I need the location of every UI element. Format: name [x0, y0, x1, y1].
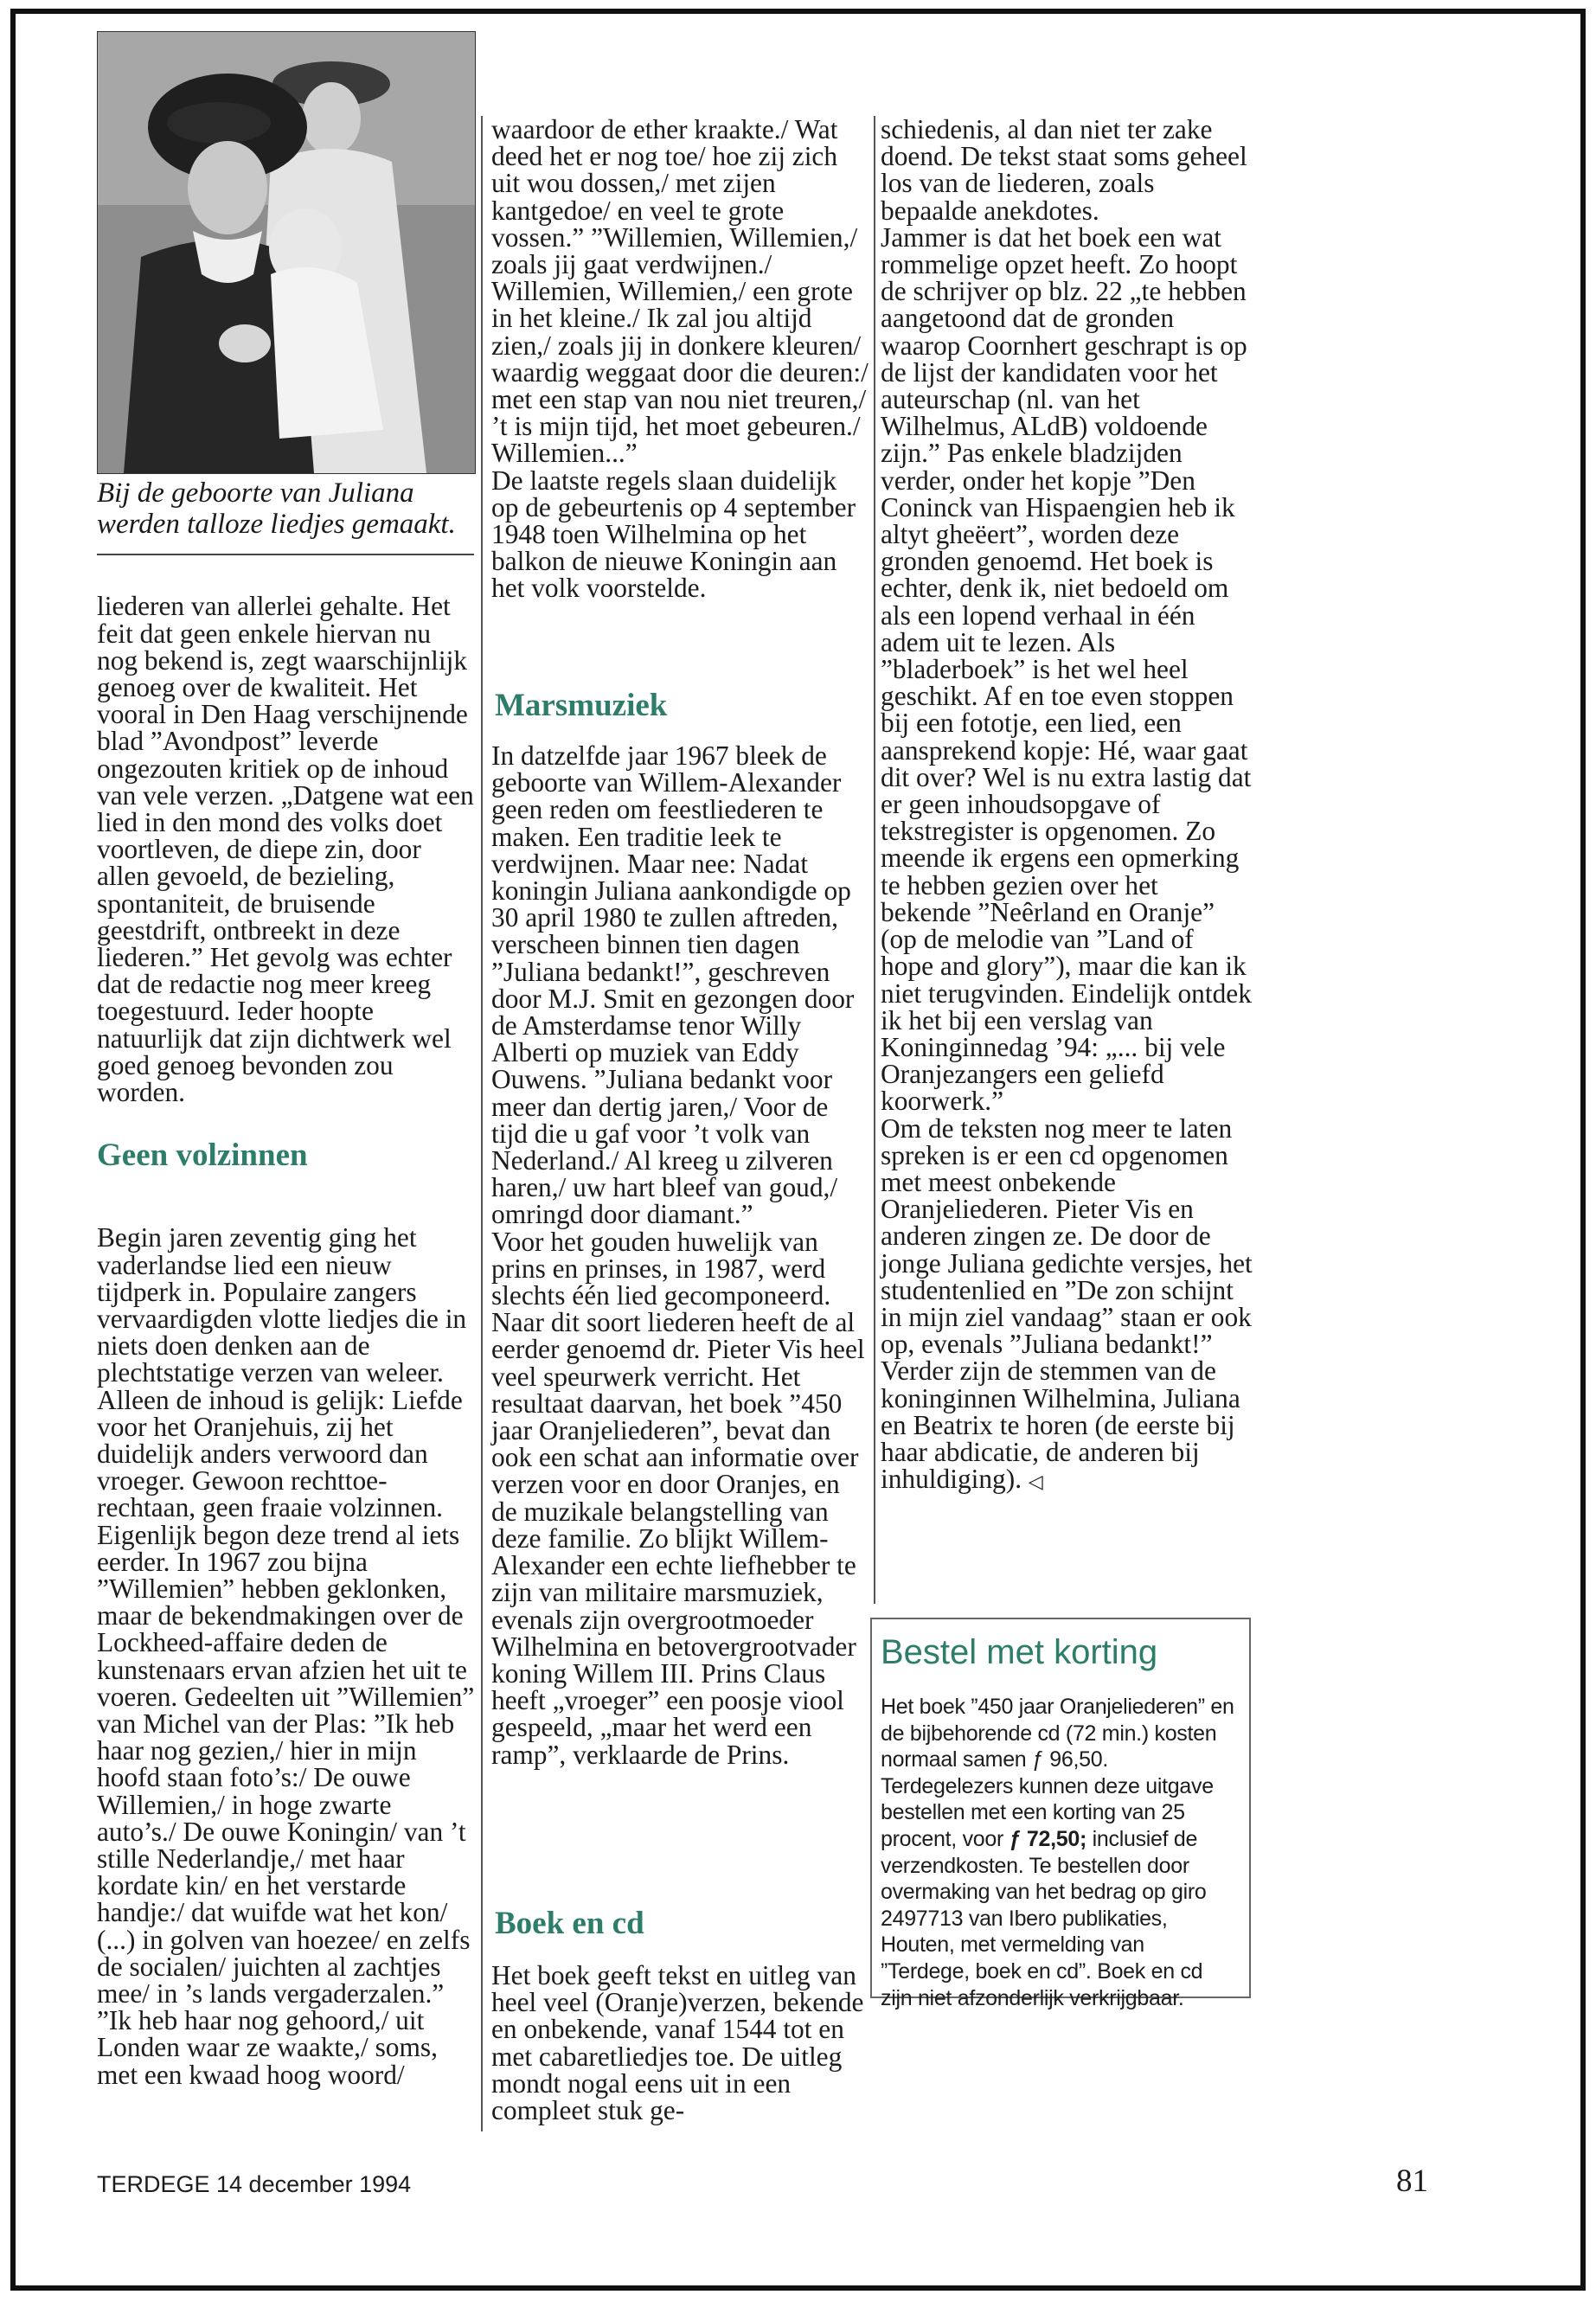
- order-box: [870, 1618, 1251, 2010]
- paragraph: schiedenis, al dan niet ter zake doend. De tekst staat soms geheel los van de liederen, zoals bepaalde anekdotes.: [881, 114, 1247, 226]
- paragraph: In datzelfde jaar 1967 bleek de geboorte van Willem-Alexander geen reden om feestliederen te maken. Een traditie leek te verdwijnen. Maar nee: Nadat koningin Juliana aankondigde op 30 april 1980 te zullen aftreden, verscheen binnen tien dagen ”Juliana bedankt!”, geschreven door M.J. Smit en gezongen door de Amsterdamse tenor Willy Alberti op muziek van Eddy Ouwens. ”Juliana bedankt voor meer dan dertig jaren,/ Voor de tijd die u gaf voor ’t volk van Nederland./ Al kreeg u zilveren haren,/ uw hart bleef van goud,/ omringd door diamant.”: [491, 740, 855, 1230]
- order-text-part: inclusief de verzendkosten. Te bestellen door overmaking van het bedrag op giro 2497713 van Ibero publikaties, Houten, met vermelding van ”Terdege, boek en cd”. Boek en cd zijn niet afzonderlijk verkrijgbaar.: [881, 1826, 1207, 2010]
- paragraph: De laatste regels slaan duidelijk op de gebeurtenis op 4 september 1948 toen Wilhelmina op het balkon de nieuwe Koningin aan het volk voorstelde.: [491, 465, 856, 604]
- column-1-top: [97, 566, 476, 1133]
- paragraph: Jammer is dat het boek een wat rommelige opzet heeft. Zo hoopt de schrijver op blz. 22 „te hebben aangetoond dat de gronden waarop Coornhert geschrapt is op de lijst der kandidaten voor het auteurschap (nl. van het Wilhelmus, ALdB) voldoende zijn.” Pas enkele bladzijden verder, onder het kopje ”Den Coninck van Hispaengien heb ik altyt gheëert”, worden deze gronden genoemd. Het boek is echter, denk ik, niet bedoeld om als een lopend verhaal in één adem uit te lezen. Als ”bladerboek” is het wel heel geschikt. Af en toe even stoppen bij een fototje, een lied, een aansprekend kopje: Hé, waar gaat dit over? Wel is nu extra lastig dat er geen inhoudsopgave of tekstregister is opgenomen. Zo meende ik ergens een opmerking te hebben gezien over het bekende ”Neêrland en Oranje” (op de melodie van ”Land of hope and glory”), maar die kan ik niet terugvinden. Eindelijk ontdek ik het bij een verslag van Koninginnedag ’94: „... bij vele Oranjezangers een geliefd koorwerk.”: [881, 221, 1252, 1117]
- order-text-part: Het boek ”450 jaar Oranjeliederen” en de bijbehorende cd (72 min.) kosten normaal samen: [881, 1695, 1234, 1772]
- paragraph: Begin jaren zeventig ging het vaderlandse lied een nieuw tijdperk in. Populaire zangers vervaardigden vlotte liedjes die in niets doen denken aan de plechtstatige verzen van weleer. Alleen de inhoud is gelijk: Liefde voor het Oranjehuis, zij het duidelijk anders verwoord dan vroeger. Gewoon rechttoe-rechtaan, geen fraaie volzinnen. Eigenlijk begon deze trend al iets eerder. In 1967 zou bijna ”Willemien” hebben geklonken, maar de bekendmakingen over de Lockheed-affaire deden de kunstenaars ervan afzien het uit te voeren. Gedeelten uit ”Willemien” van Michel van der Plas: ”Ik heb haar nog gezien,/ hier in mijn hoofd staan foto’s:/ De ouwe Willemien,/ in hoge zwarte auto’s./ De ouwe Koningin/ van ’t stille Nederlandje,/ met haar kordate kin/ en het verstarde handje:/ dat wuifde wat het kon/ (...) in golven van hoezee/ en zelfs de socialen/ juichten al zachtjes mee/ in ’s lands vergaderzalen.” ”Ik heb haar nog gehoord,/ uit Londen waar ze waakte,/ soms, met een kwaad hoog woord/: [97, 1222, 475, 2090]
- paragraph: Het boek geeft tekst en uitleg van heel veel (Oranje)verzen, bekende en onbekende, vanaf 1544 tot en met cabaretliedjes toe. De uitleg mondt nogal eens uit in een compleet stuk ge-: [491, 1960, 864, 2126]
- paragraph: waardoor de ether kraakte./ Wat deed het er nog toe/ hoe zij zich uit wou dossen,/ met zijen kantgedoe/ en veel te grote vossen.” ”Willemien, Willemien,/ zoals jij gaat verdwijnen./ Willemien, Willemien,/ een grote in het kleine./ Ik zal jou altijd zien,/ zoals jij in donkere kleuren/ waardig weggaat door die deuren:/ met een stap van nou niet treuren,/ ’t is mijn tijd, het moet gebeuren./ Willemien...”: [491, 114, 869, 469]
- column-2-middle: [491, 742, 869, 1768]
- historic-photo: [97, 31, 476, 474]
- paragraph-text: Om de teksten nog meer te laten spreken is er een cd opgenomen met meest onbekende Oranjeliederen. Pieter Vis en anderen zingen ze. De door de jonge Juliana gedichte versjes, het studentenlied en ”De zon schijnt in mijn ziel vandaag” staan er ook op, evenals ”Juliana bedankt!” Verder zijn de stemmen van de koninginnen Wilhelmina, Juliana en Beatrix te horen (de eerste bij haar abdicatie, de anderen bij inhuldiging).: [881, 1112, 1253, 1495]
- column-divider-2: [874, 116, 875, 1604]
- discount-price: ƒ 72,50;: [1009, 1826, 1087, 1851]
- column-3: [881, 116, 1253, 1495]
- paragraph: [881, 1112, 1253, 1496]
- column-2: [491, 116, 869, 602]
- photo-caption: Bij de geboorte van Juliana werden talloze liedjes gemaakt.: [97, 478, 456, 540]
- end-mark-icon: ◁: [1028, 1471, 1043, 1493]
- regular-price: ƒ 96,50: [1032, 1747, 1103, 1772]
- column-divider-1: [481, 116, 483, 2131]
- order-text-part: . Terdegelezers kunnen deze uitgave bestellen met een korting van 25 procent, voor: [881, 1747, 1214, 1851]
- column-2-bottom: [491, 1962, 869, 2124]
- order-box-text: [881, 1694, 1237, 2011]
- column-1-bottom: [97, 1197, 476, 2115]
- section-heading-marsmuziek: Marsmuziek: [495, 688, 668, 723]
- section-heading-geen-volzinnen: Geen volzinnen: [97, 1138, 308, 1173]
- paragraph: Voor het gouden huwelijk van prins en prinses, in 1987, werd slechts één lied gecomponeerd. Naar dit soort liederen heeft de al eerder genoemd dr. Pieter Vis heel veel speurwerk verricht. Het resultaat daarvan, het boek ”450 jaar Oranjeliederen”, bevat dan ook een schat aan informatie over verzen voor en door Oranjes, en de muzikale belangstelling van deze familie. Zo blijkt Willem-Alexander een echte liefhebber te zijn van militaire marsmuziek, evenals zijn overgrootmoeder Wilhelmina en betovergrootvader koning Willem III. Prins Claus heeft „vroeger” een poosje viool gespeeld, „maar het werd een ramp”, verklaarde de Prins.: [491, 1226, 865, 1770]
- order-box-title: Bestel met korting: [881, 1633, 1158, 1671]
- section-heading-boek-en-cd: Boek en cd: [495, 1906, 644, 1941]
- page-number: 81: [1396, 2163, 1428, 2199]
- footer-publication: TERDEGE 14 december 1994: [97, 2171, 412, 2197]
- caption-divider: [97, 554, 474, 555]
- paragraph: liederen van allerlei gehalte. Het feit dat geen enkele hiervan nu nog bekend is, zegt waarschijnlijk genoeg over de kwaliteit. Het vooral in Den Haag verschijnende blad ”Avondpost” leverde ongezouten kritiek op de inhoud van vele verzen. „Datgene wat een lied in den mond des volks doet voortleven, de diepe zin, door allen gevoeld, de bezieling, spontaniteit, de bruisende geestdrift, ontbreekt in deze liederen.” Het gevolg was echter dat de redactie nog meer kreeg toegestuurd. Ieder hoopte natuurlijk dat zijn dichtwerk wel goed genoeg bevonden zou worden.: [97, 591, 474, 1108]
